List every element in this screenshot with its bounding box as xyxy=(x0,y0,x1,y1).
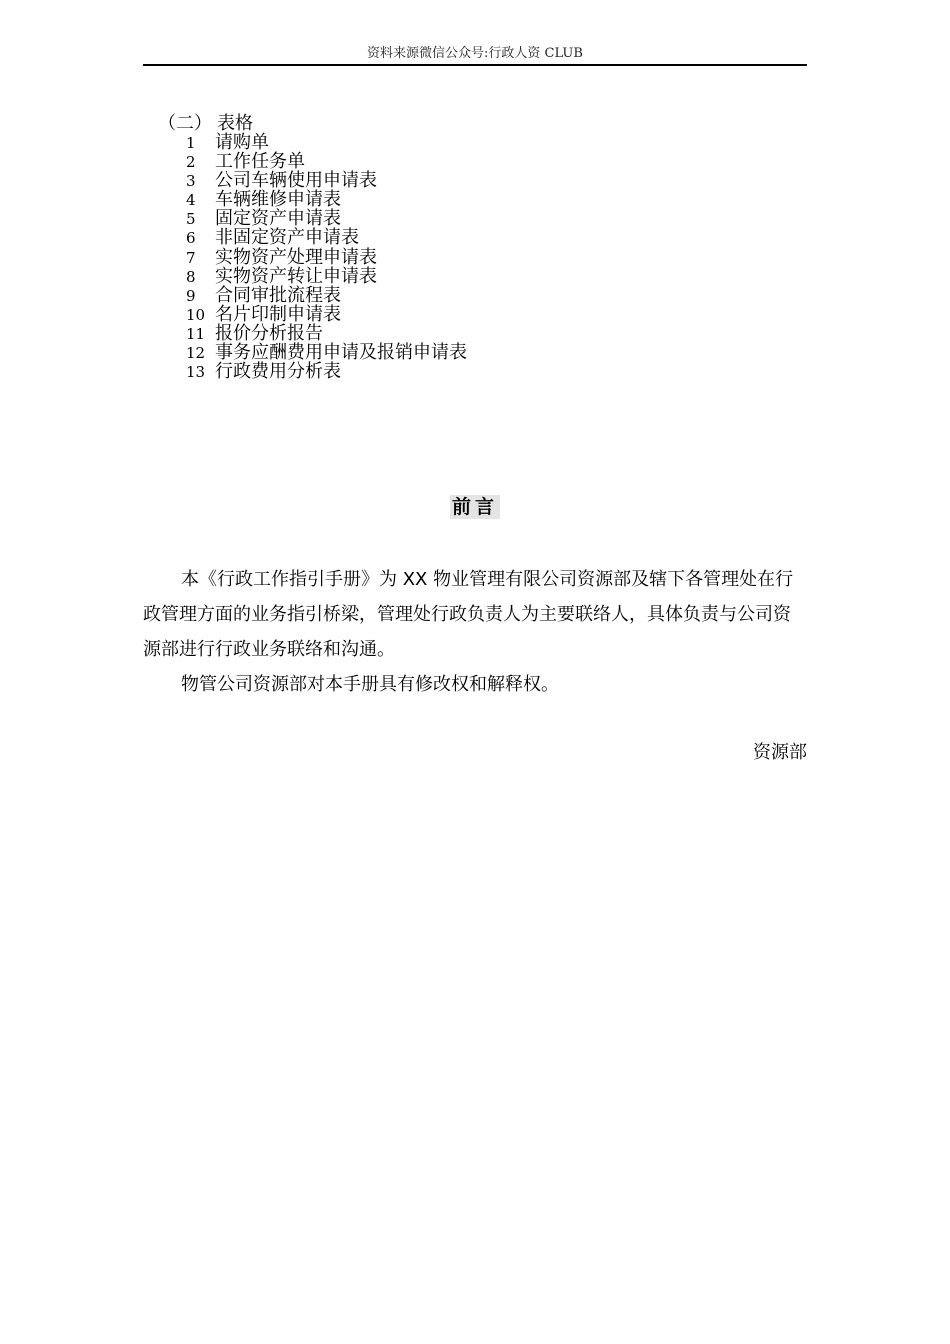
signature: 资源部 xyxy=(753,742,807,763)
page-header-text: 资料来源微信公众号:行政人资 CLUB xyxy=(367,46,583,61)
list-item-label: 非固定资产申请表 xyxy=(215,227,359,249)
list-item xyxy=(186,171,467,190)
list-item xyxy=(186,343,467,362)
list-item-label: 工作任务单 xyxy=(215,151,305,173)
list-item xyxy=(186,209,467,228)
list-item-number: 11 xyxy=(186,324,206,343)
list-item-number: 1 xyxy=(186,134,196,152)
list-item xyxy=(186,190,467,209)
list-item-number: 13 xyxy=(186,363,206,382)
foreword-heading xyxy=(0,495,950,519)
forms-list xyxy=(186,133,467,381)
list-item-number: 6 xyxy=(186,229,196,248)
list-item xyxy=(186,286,467,305)
header-divider xyxy=(143,64,807,66)
list-item-label: 公司车辆使用申请表 xyxy=(215,170,377,192)
list-item-label: 行政费用分析表 xyxy=(215,361,341,383)
list-item xyxy=(186,228,467,247)
foreword-title: 前言 xyxy=(451,496,498,518)
list-item-number: 7 xyxy=(186,248,196,267)
list-item-number: 3 xyxy=(186,172,196,191)
list-item-label: 车辆维修申请表 xyxy=(215,189,341,211)
list-item-label: 请购单 xyxy=(215,132,269,153)
section-number: （二） xyxy=(158,113,212,134)
list-item-label: 报价分析报告 xyxy=(215,322,323,344)
list-item-label: 固定资产申请表 xyxy=(215,208,341,230)
list-item-number: 5 xyxy=(186,210,196,229)
list-item-number: 9 xyxy=(186,286,196,305)
foreword-paragraph: 物管公司资源部对本手册具有修改权和解释权。 xyxy=(181,674,559,695)
list-item-label: 事务应酬费用申请及报销申请表 xyxy=(215,342,467,364)
list-item xyxy=(186,152,467,171)
list-item-label: 实物资产转让申请表 xyxy=(215,265,377,287)
list-item-number: 4 xyxy=(186,191,196,210)
list-item-number: 12 xyxy=(186,344,206,363)
list-item-number: 8 xyxy=(186,267,196,286)
list-item xyxy=(186,324,467,343)
list-item xyxy=(186,305,467,324)
list-item-label: 名片印制申请表 xyxy=(215,303,341,325)
list-item-label: 实物资产处理申请表 xyxy=(215,246,377,268)
list-item-number: 2 xyxy=(186,153,196,172)
section-title: 表格 xyxy=(217,113,253,134)
list-item xyxy=(186,267,467,286)
list-item xyxy=(186,133,467,152)
list-item xyxy=(186,248,467,267)
list-item-number: 10 xyxy=(186,305,206,324)
list-item-label: 合同审批流程表 xyxy=(215,284,341,306)
list-item xyxy=(186,362,467,381)
foreword-body xyxy=(143,562,807,702)
foreword-paragraph: 本《行政工作指引手册》为 XX 物业管理有限公司资源部及辖下各管理处在行政管理方面的业务指引桥梁，管理处行政负责人为主要联络人，具体负责与公司资源部进行行政业务联络和沟通。 xyxy=(143,569,794,660)
